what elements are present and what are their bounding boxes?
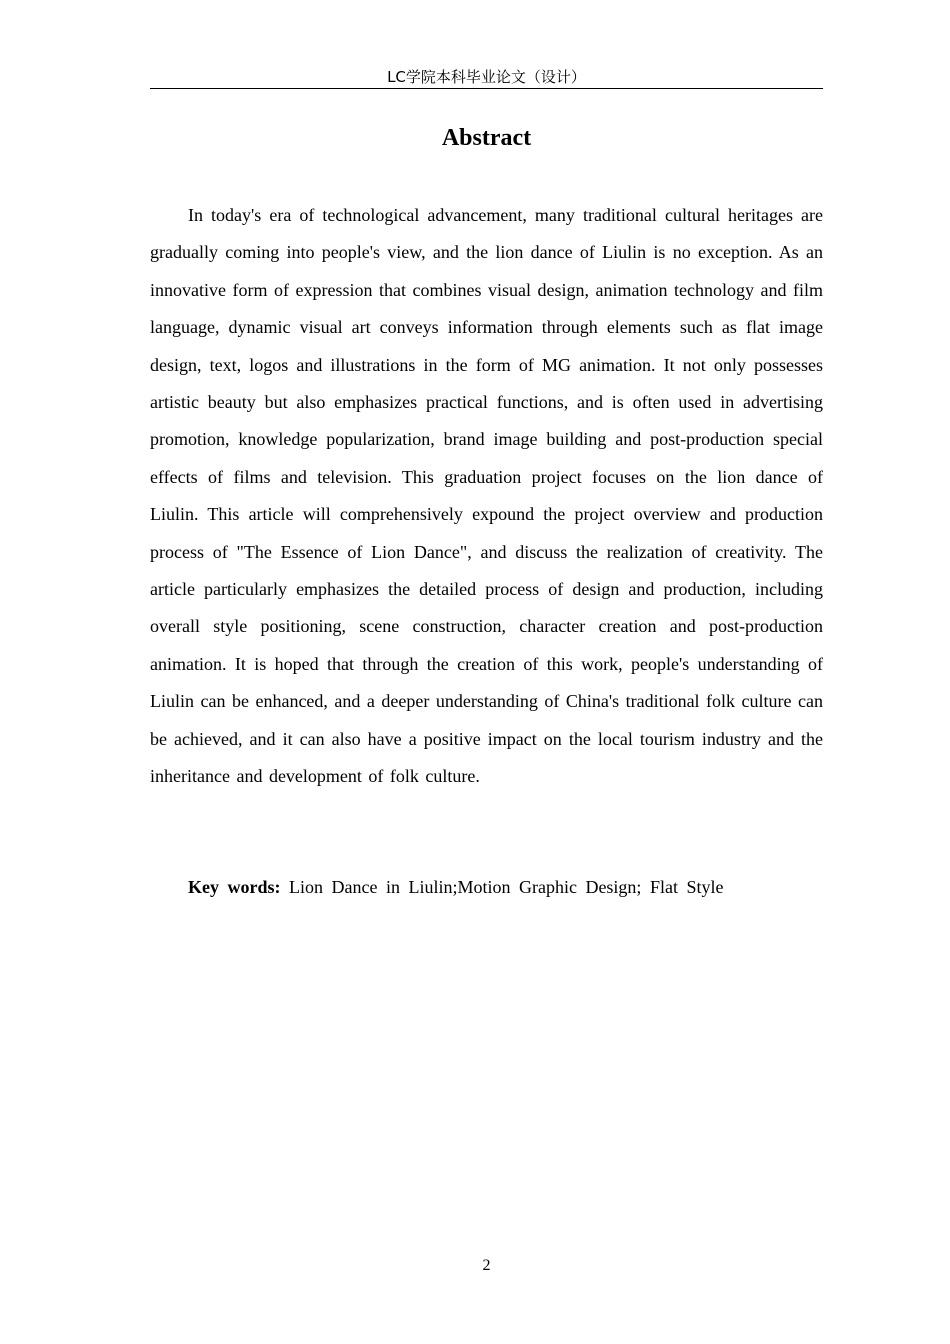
running-header: LC学院本科毕业论文（设计） <box>150 66 823 89</box>
abstract-title: Abstract <box>441 125 532 151</box>
keywords-line <box>150 870 823 904</box>
abstract-body: In today's era of technological advancement, many traditional cultural heritages are gradually coming into people's view, and the lion dance of Liulin is no exception. As an innovative form of expression that combines visual design, animation technology and film language, dynamic visual art conveys information through elements such as flat image design, text, logos and illustrations in the form of MG animation. It not only possesses artistic beauty but also emphasizes practical functions, and is often used in advertising promotion, knowledge popularization, brand image building and post-production special effects of films and television. This graduation project focuses on the lion dance of Liulin. This article will comprehensively expound the project overview and production process of "The Essence of Lion Dance", and discuss the realization of creativity. The article particularly emphasizes the detailed process of design and production, including overall style positioning, scene construction, character creation and post-production animation. It is hoped that through the creation of this work, people's understanding of Liulin can be enhanced, and a deeper understanding of China's traditional folk culture can be achieved, and it can also have a positive impact on the local tourism industry and the inheritance and development of folk culture. <box>150 205 824 787</box>
keywords-label: Key words: <box>188 877 281 897</box>
keywords-value: Lion Dance in Liulin;Motion Graphic Design; Flat Style <box>289 877 724 897</box>
page-number: 2 <box>482 1257 491 1274</box>
